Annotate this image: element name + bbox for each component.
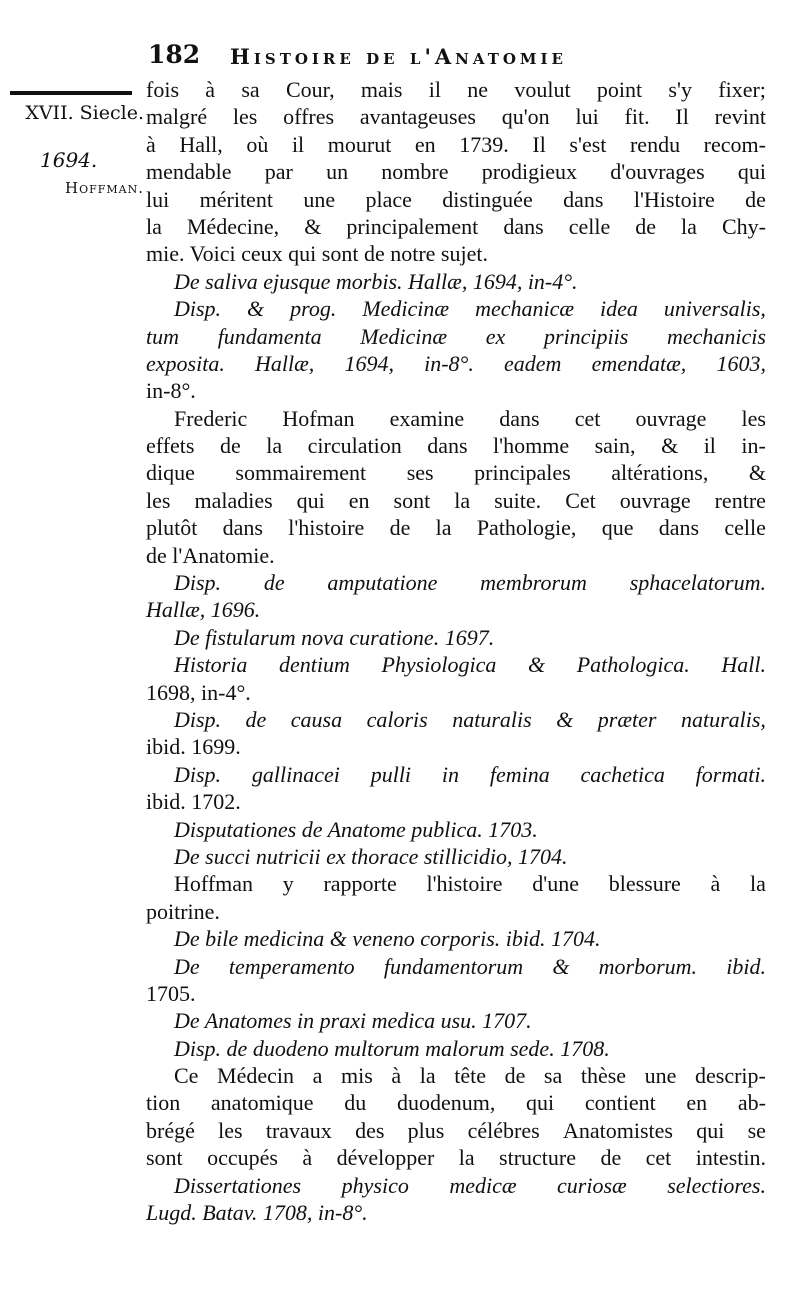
text-line: brégé les travaux des plus célébres Anatomistes qui se	[146, 1117, 766, 1143]
text-line: Disputationes de Anatome publica. 1703.	[174, 816, 538, 842]
page-number: 182	[148, 40, 201, 69]
text-line: Disp. de amputatione membrorum sphacelatorum.	[174, 570, 766, 596]
text-line: in-8°.	[146, 378, 196, 404]
text-line: De bile medicina & veneno corporis. ibid. 1704.	[174, 926, 601, 952]
text-line: Frederic Hofman examine dans cet ouvrage les	[174, 405, 766, 431]
text-line: Disp. & prog. Medicinæ mechanicæ idea universalis,	[174, 296, 766, 322]
text-line: tum fundamenta Medicinæ ex principiis mechanicis	[146, 323, 766, 349]
text-line: effets de la circulation dans l'homme sain, & il in-	[146, 433, 766, 459]
text-line: De succi nutricii ex thorace stillicidio, 1704.	[174, 843, 568, 869]
text-line: poitrine.	[146, 898, 220, 924]
text-line: Hallæ, 1696.	[146, 597, 261, 623]
running-title: Histoire de l'Anatomie	[230, 44, 567, 69]
text-line: à Hall, où il mourut en 1739. Il s'est rendu recom-	[146, 131, 766, 157]
text-line: sont occupés à développer la structure de cet intestin.	[146, 1145, 766, 1171]
text-line: ibid. 1699.	[146, 734, 241, 760]
text-line: la Médecine, & principalement dans celle de la Chy-	[146, 213, 766, 239]
text-line: Historia dentium Physiologica & Pathologica. Hall.	[174, 652, 766, 678]
margin-author: Hoffman.	[65, 179, 144, 197]
text-line: mie. Voici ceux qui sont de notre sujet.	[146, 241, 488, 267]
text-line: dique sommairement ses principales altérations, &	[146, 460, 766, 486]
running-head	[148, 40, 668, 80]
text-line: tion anatomique du duodenum, qui contient en ab-	[146, 1090, 766, 1116]
text-line: Disp. de causa caloris naturalis & præter naturalis,	[174, 706, 766, 732]
text-line: plutôt dans l'histoire de la Pathologie, que dans celle	[146, 515, 766, 541]
text-line: Ce Médecin a mis à la tête de sa thèse une descrip-	[174, 1063, 766, 1089]
text-line: Disp. de duodeno multorum malorum sede. 1708.	[174, 1035, 610, 1061]
text-line: De Anatomes in praxi medica usu. 1707.	[174, 1008, 532, 1034]
margin-year: 1694.	[40, 148, 98, 172]
margin-century: XVII. Siecle.	[25, 102, 144, 124]
text-line: Lugd. Batav. 1708, in-8°.	[146, 1200, 368, 1226]
text-line: Dissertationes physico medicæ curiosæ selectiores.	[174, 1172, 766, 1198]
text-line: 1698, in-4°.	[146, 679, 251, 705]
text-line: malgré les offres avantageuses qu'on lui fit. Il revint	[146, 104, 766, 130]
body-text	[146, 76, 766, 1226]
text-line: lui méritent une place distinguée dans l'Histoire de	[146, 186, 766, 212]
text-line: 1705.	[146, 980, 196, 1006]
text-line: de l'Anatomie.	[146, 542, 275, 568]
text-line: ibid. 1702.	[146, 789, 241, 815]
text-line: les maladies qui en sont la suite. Cet ouvrage rentre	[146, 487, 766, 513]
text-line: De saliva ejusque morbis. Hallæ, 1694, in-4°.	[174, 268, 578, 294]
text-line: De temperamento fundamentorum & morborum. ibid.	[174, 953, 766, 979]
text-line: exposita. Hallæ, 1694, in-8°. eadem emendatæ, 1603,	[146, 350, 766, 376]
text-line: fois à sa Cour, mais il ne voulut point s'y fixer;	[146, 77, 766, 102]
text-line: Hoffman y rapporte l'histoire d'une blessure à la	[174, 871, 766, 897]
text-line: De fistularum nova curatione. 1697.	[174, 624, 495, 650]
margin-rule	[10, 91, 132, 95]
text-line: mendable par un nombre prodigieux d'ouvrages qui	[146, 159, 766, 185]
text-line: Disp. gallinacei pulli in femina cachetica formati.	[174, 761, 766, 787]
